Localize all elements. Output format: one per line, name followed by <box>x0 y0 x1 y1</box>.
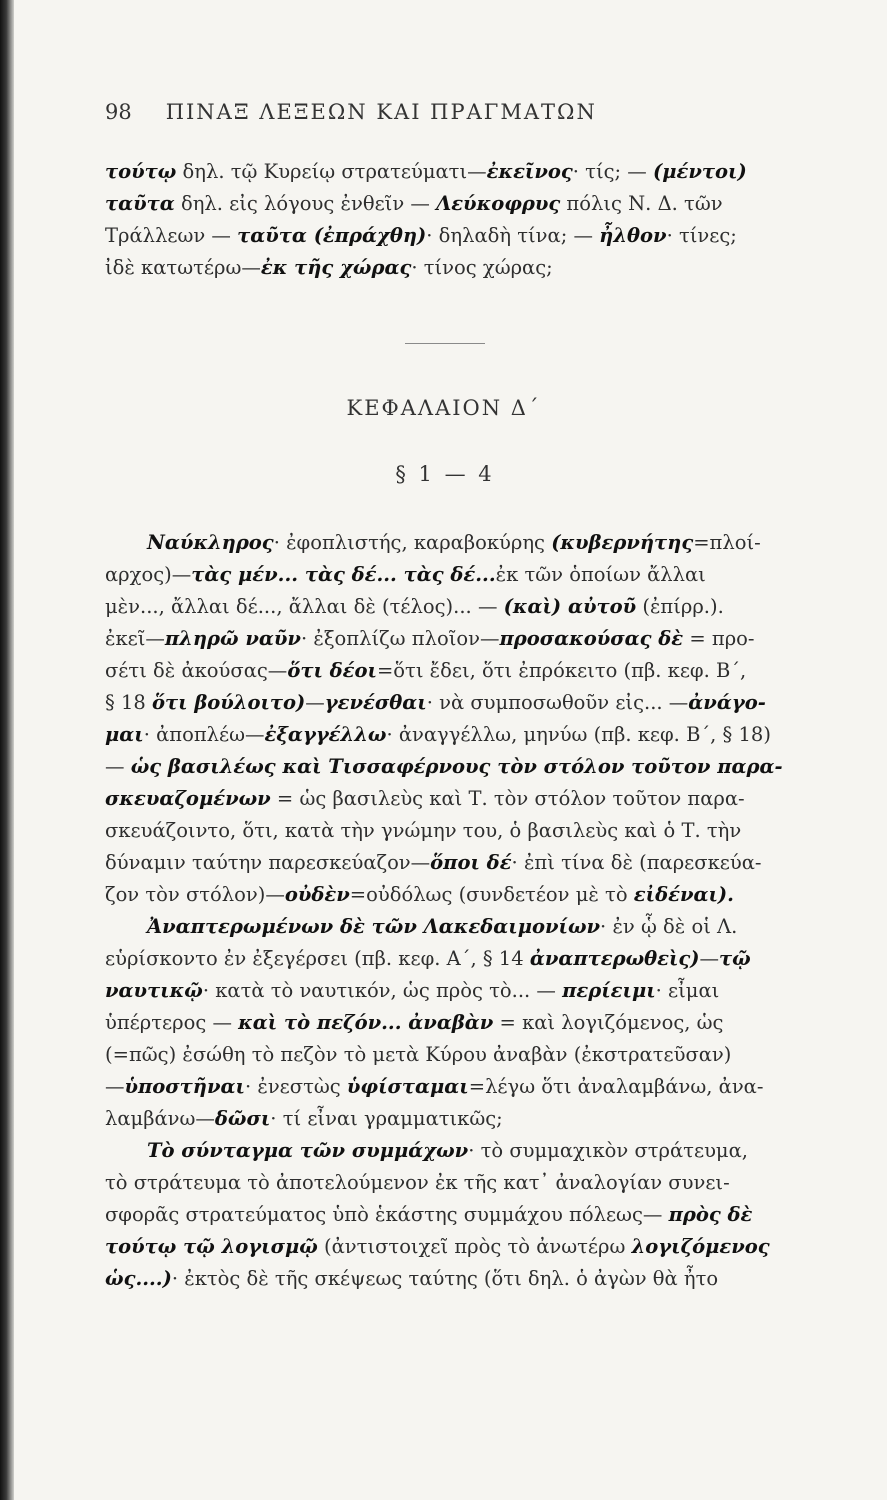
gloss-text: · τὸ συμμαχικὸν στράτευμα, <box>468 1139 748 1162</box>
glossary-term: περίειμι <box>562 979 656 1002</box>
text-line <box>105 975 837 1007</box>
gloss-text: · τί εἶναι γραμματικῶς; <box>270 1107 503 1130</box>
text-line <box>105 1231 837 1263</box>
text-line <box>105 1263 837 1295</box>
text-line <box>105 847 837 879</box>
text-line <box>105 751 837 783</box>
gloss-text: (=πῶς) ἐσώθη τὸ πεζὸν τὸ μετὰ Κύρου ἀναβὰν (ἐκστρατεῦσαν) <box>105 1043 732 1066</box>
gloss-text: αρχος)— <box>105 563 192 586</box>
gloss-text: · τίς; — <box>572 160 653 183</box>
glossary-term: δῶσι <box>214 1107 271 1130</box>
gloss-text: · ἐν ᾧ δὲ οἱ Λ. <box>600 915 738 938</box>
glossary-term: οὐδὲν <box>284 883 350 906</box>
gloss-text: δηλ. τῷ Κυρείῳ στρατεύματι— <box>176 160 487 183</box>
glossary-term: ἀναπτερωθεὶς) <box>529 947 700 970</box>
glossary-term: τῷ <box>719 947 751 970</box>
text-line <box>105 1199 837 1231</box>
glossary-term: Ναύκληρος <box>147 531 274 554</box>
glossary-term: ταῦτα (ἐπράχθη) <box>237 224 427 247</box>
glossary-term: Ἀναπτερωμένων δὲ τῶν Λακεδαιμονίων <box>147 915 601 938</box>
gloss-text: = ὡς βασιλεὺς καὶ Τ. τὸν στόλον τοῦτον παρα- <box>270 787 745 810</box>
glossary-term: ὅτι βούλοιτο) <box>151 691 306 714</box>
text-line <box>105 188 837 220</box>
glossary-term: μαι <box>105 723 144 746</box>
glossary-term: ἀνάγο- <box>688 691 766 714</box>
gloss-text: — <box>105 755 131 778</box>
continued-glossary-text <box>105 156 837 284</box>
gloss-text: εὑρίσκοντο ἐν ἐξεγέρσει (πβ. κεφ. Α΄, § 14 <box>105 947 530 970</box>
text-line <box>105 623 837 655</box>
gloss-text: =πλοί- <box>693 531 761 554</box>
glossary-term: ταῦτα <box>105 192 175 215</box>
gloss-text: (ἀντιστοιχεῖ πρὸς τὸ ἀνωτέρω <box>317 1235 632 1258</box>
gloss-text: ὑπέρτερος — <box>105 1011 239 1034</box>
gloss-text: § 18 <box>105 691 152 714</box>
gloss-text: σέτι δὲ ἀκούσας— <box>105 659 288 682</box>
glossary-term: ὡς....) <box>105 1267 172 1290</box>
gloss-text: · ἐπὶ τίνα δὲ (παρεσκεύα- <box>511 851 762 874</box>
gloss-text: δύναμιν ταύτην παρεσκεύαζον— <box>105 851 431 874</box>
text-line <box>105 220 837 252</box>
gloss-text: — <box>699 947 720 970</box>
gloss-text: · νὰ συμποσωθοῦν εἰς... — <box>426 691 689 714</box>
glossary-term: ὡς βασιλέως καὶ Τισσαφέρνους τὸν στόλον τοῦτον παρα- <box>130 755 783 778</box>
glossary-term: ἐξαγγέλλω <box>264 723 387 746</box>
text-line <box>105 719 837 751</box>
glossary-term: προσακούσας δὲ <box>499 627 684 650</box>
glossary-term: (καὶ) αὐτοῦ <box>503 595 637 618</box>
gloss-text: · ἀναγγέλλω, μηνύω (πβ. κεφ. Β΄, § 18) <box>386 723 771 746</box>
text-line <box>105 591 837 623</box>
gloss-text: · ἐκτὸς δὲ τῆς σκέψεως ταύτης (ὅτι δηλ. ὁ ἀγὼν θὰ ἦτο <box>171 1267 719 1290</box>
gloss-text: · δηλαδὴ τίνα; — <box>426 224 600 247</box>
glossary-term: ὑποστῆναι <box>124 1075 245 1098</box>
glossary-term: ὑφίσταμαι <box>346 1075 469 1098</box>
text-line <box>105 527 837 559</box>
glossary-term: καὶ τὸ πεζόν... ἀναβὰν <box>238 1011 494 1034</box>
text-line <box>105 655 837 687</box>
gloss-text: σφορᾶς στρατεύματος ὑπὸ ἑκάστης συμμάχου πόλεως— <box>105 1203 669 1226</box>
glossary-term: ὅποι δέ <box>430 851 512 874</box>
chapter-heading: ΚΕΦΑΛΑΙΟΝ Δ΄ <box>346 396 541 420</box>
glossary-term: τούτῳ τῷ λογισμῷ <box>105 1235 318 1258</box>
text-line <box>105 559 837 591</box>
glossary-term: εἰδέναι). <box>633 883 734 906</box>
gloss-text: · ἀποπλέω— <box>143 723 265 746</box>
gloss-text: · τίνες; <box>666 224 737 247</box>
gloss-text: — <box>305 691 325 714</box>
section-divider <box>405 343 485 344</box>
gloss-text: ἐκ τῶν ὁποίων ἄλλαι <box>495 563 706 586</box>
gloss-text: · εἶμαι <box>655 979 720 1002</box>
gloss-text: λαμβάνω— <box>105 1107 215 1130</box>
gloss-text: (ἐπίρρ.). <box>636 595 724 618</box>
text-line <box>105 783 837 815</box>
text-line <box>105 1135 837 1167</box>
gloss-text: δηλ. εἰς λόγους ἐνθεῖν — <box>174 192 437 215</box>
glossary-term: (κυβερνήτης <box>551 531 694 554</box>
gloss-text: · ἐφοπλιστής, καραβοκύρης <box>273 531 552 554</box>
gloss-text: = προ- <box>683 627 755 650</box>
glossary-term: ναυτικῷ <box>105 979 203 1002</box>
text-line <box>105 1071 837 1103</box>
text-line <box>105 687 837 719</box>
gloss-text: πόλις Ν. Δ. τῶν <box>560 192 723 215</box>
gloss-text: ἐκεῖ— <box>105 627 165 650</box>
glossary-term: ὅτι δέοι <box>287 659 377 682</box>
gloss-text: Τράλλεων — <box>105 224 238 247</box>
page-number: 98 <box>105 100 132 124</box>
gloss-text: σκευάζοιντο, ὅτι, κατὰ τὴν γνώμην του, ὁ βασιλεὺς καὶ ὁ Τ. τὴν <box>105 819 742 842</box>
text-line <box>105 1039 837 1071</box>
glossary-term: τὰς μέν... τὰς δέ... τὰς δέ... <box>191 563 496 586</box>
glossary-term: (μέντοι) <box>653 160 747 183</box>
glossary-term: γενέσθαι <box>324 691 427 714</box>
gloss-text: =λέγω ὅτι ἀναλαμβάνω, ἀνα- <box>468 1075 764 1098</box>
glossary-term: πληρῶ ναῦν <box>164 627 301 650</box>
text-line <box>105 911 837 943</box>
text-line <box>105 1007 837 1039</box>
text-line <box>105 815 837 847</box>
gloss-text: — <box>105 1075 125 1098</box>
text-line <box>105 943 837 975</box>
glossary-term: ἐκ τῆς χώρας <box>260 256 412 279</box>
glossary-term: τούτῳ <box>105 160 177 183</box>
glossary-term: λογιζόμενος <box>631 1235 770 1258</box>
text-line <box>105 156 837 188</box>
chapter-glossary-text <box>105 527 837 1295</box>
text-line <box>105 1167 837 1199</box>
text-line <box>105 879 837 911</box>
gloss-text: ζον τὸν στόλον)— <box>105 883 285 906</box>
gloss-text: τὸ στράτευμα τὸ ἀποτελούμενον ἐκ τῆς κατ᾽ ἀναλογίαν συνει- <box>105 1171 730 1194</box>
glossary-term: ἦλθον <box>599 224 667 247</box>
text-line <box>105 1103 837 1135</box>
glossary-term: ἐκεῖνος <box>486 160 573 183</box>
gloss-text: · ἐνεστὼς <box>244 1075 347 1098</box>
glossary-term: σκευαζομένων <box>105 787 271 810</box>
page-binding-edge <box>0 0 14 1500</box>
text-line <box>105 252 837 284</box>
gloss-text: =ὅτι ἔδει, ὅτι ἐπρόκειτο (πβ. κεφ. Β΄, <box>376 659 747 682</box>
gloss-text: · ἐξοπλίζω πλοῖον— <box>300 627 500 650</box>
glossary-term: πρὸς δὲ <box>668 1203 753 1226</box>
glossary-term: Τὸ σύνταγμα τῶν συμμάχων <box>147 1139 469 1162</box>
gloss-text: = καὶ λογιζόμενος, ὡς <box>493 1011 724 1034</box>
glossary-term: Λεύκοφρυς <box>436 192 561 215</box>
gloss-text: ἰδὲ κατωτέρω— <box>105 256 261 279</box>
gloss-text: μὲν..., ἄλλαι δέ..., ἄλλαι δὲ (τέλος)... — <box>105 595 504 618</box>
gloss-text: · κατὰ τὸ ναυτικόν, ὡς πρὸς τὸ... — <box>202 979 563 1002</box>
running-header <box>105 100 785 124</box>
gloss-text: · τίνος χώρας; <box>411 256 553 279</box>
gloss-text: =οὐδόλως (συνδετέον μὲ τὸ <box>349 883 634 906</box>
section-heading: § 1 — 4 <box>395 462 492 486</box>
running-title: ΠΙΝΑΞ ΛΕΞΕΩΝ ΚΑΙ ΠΡΑΓΜΑΤΩΝ <box>165 100 597 124</box>
